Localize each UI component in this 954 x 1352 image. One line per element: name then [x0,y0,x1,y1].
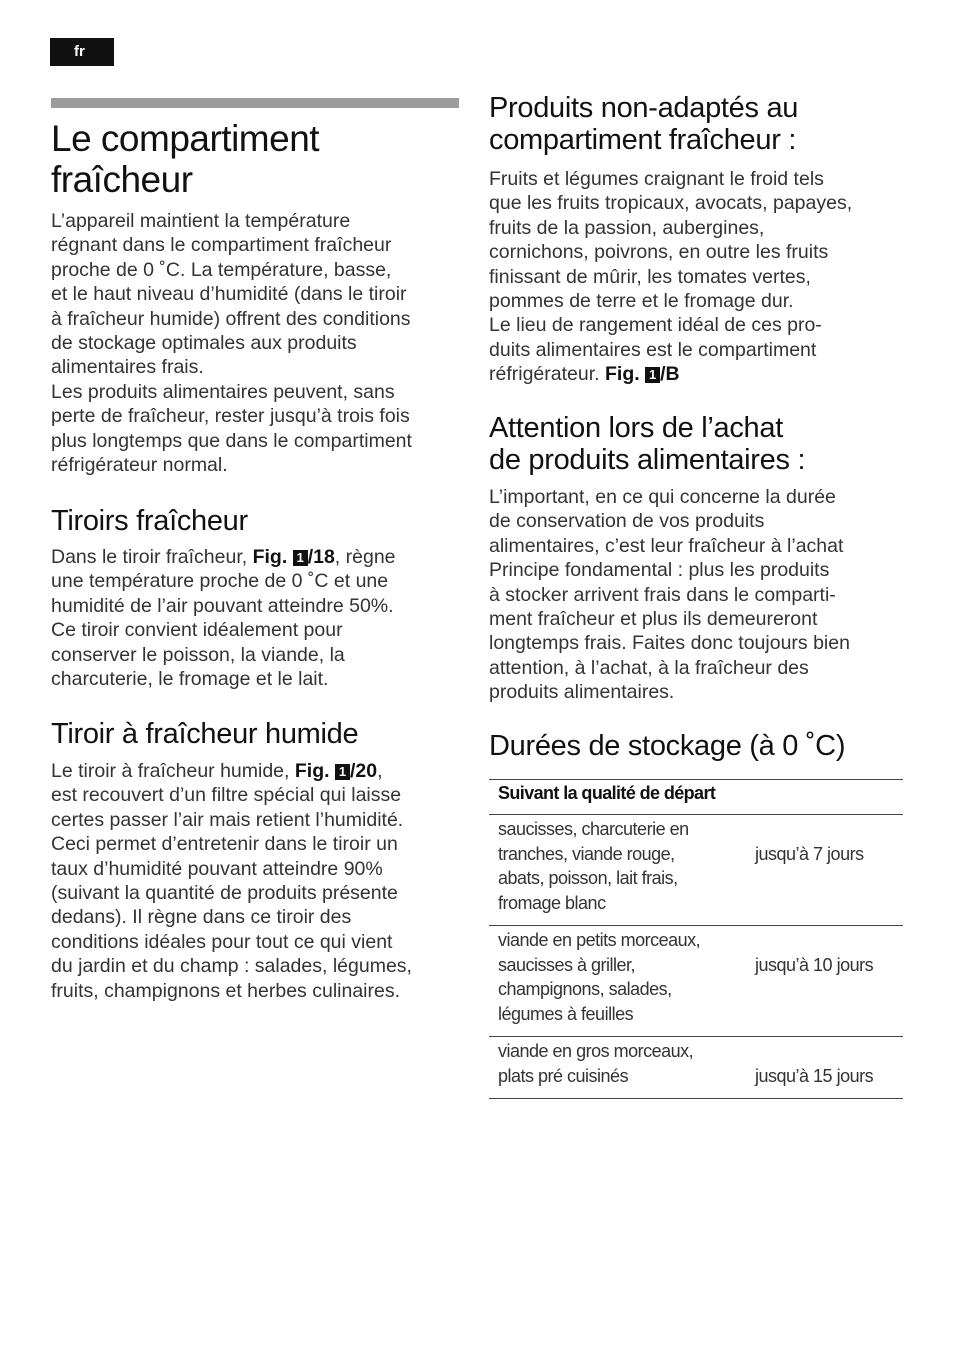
fig-ref: /18 [307,546,335,568]
text-line: réfrigérateur normal. [51,454,228,477]
text-line: plus longtemps que dans le compartiment [51,429,412,452]
section-rule-bar [51,98,459,108]
text-line: perte de fraîcheur, rester jusqu’à trois fois [51,405,410,428]
text-line: conditions idéales pour tout ce qui vient [51,930,393,953]
heading-produits-non-adaptes [489,92,798,156]
cell-line: viande en gros morceaux, [498,1041,694,1061]
text-line: Fruits et légumes craignant le froid tels [489,168,824,190]
text-line: est recouvert d’un filtre spécial qui laisse [51,784,402,807]
text-line: humidité de l’air pouvant atteindre 50%. [51,594,394,617]
text-line: proche de 0 ˚C. La température, basse, [51,258,392,281]
fig-ref: /B [660,363,680,386]
text-line: de stockage optimales aux produits [51,332,357,355]
cell-line: plats pré cuisinés [498,1065,629,1086]
heading-attention-achat [489,412,805,476]
text-line: du jardin et du champ : salades, légumes, [51,955,412,978]
page-title [51,118,319,200]
text-line: ment fraîcheur et plus ils demeureront [489,608,818,631]
cell-line: champignons, salades, [498,979,672,999]
text-line: duits alimentaires est le compartiment [489,338,817,361]
heading-durees-stockage: Durées de stockage (à 0 ˚C) [489,730,846,762]
fig-ref: /20 [349,760,378,782]
fig-label: Fig. [604,363,640,386]
text-line: charcuterie, le fromage et le lait. [51,668,329,691]
text-line: que les fruits tropicaux, avocats, papayes, [489,192,853,215]
cell-line: viande en petits morceaux, [498,930,701,950]
heading-line: de produits alimentaires : [489,444,806,476]
text-line [489,362,909,386]
figure-number-box: 1 [293,550,308,566]
attention-achat-paragraph [489,485,909,705]
table-row [489,815,903,926]
heading-tiroir-humide: Tiroir à fraîcheur humide [51,718,359,750]
table-cell-duration: jusqu’à 10 jours [755,955,874,975]
text-line: finissant de mûrir, les tomates vertes, [489,265,811,288]
text-line: cornichons, poivrons, en outre les fruits [489,241,829,264]
text-line: et le haut niveau d’humidité (dans le tiroir [51,283,407,306]
tiroirs-fraicheur-paragraph [51,545,471,691]
text-line: taux d’humidité pouvant atteindre 90% [51,857,383,880]
text-line: fruits de la passion, aubergines, [489,216,765,239]
table-cell-food [498,817,738,915]
intro-paragraph [51,209,471,477]
table-cell-food [498,928,738,1026]
text-line: L’appareil maintient la température [51,210,351,232]
text-line: Ceci permet d’entretenir dans le tiroir un [51,833,398,856]
fig-label: Fig. [252,546,288,568]
text-line: (suivant la quantité de produits présente [51,882,398,905]
cell-line: saucisses, charcuterie en [498,819,689,839]
text-fragment: réfrigérateur. [489,363,605,386]
heading-line: Produits non-adaptés au [489,92,799,124]
text-line: alimentaires, c’est leur fraîcheur à l’achat [489,534,844,557]
cell-line: fromage blanc [498,892,606,913]
table-row [489,1037,903,1099]
fig-label: Fig. [294,760,330,782]
tiroir-humide-paragraph [51,759,471,1003]
text-line: à stocker arrivent frais dans le comparti- [489,583,836,606]
table-cell-duration: jusqu’à 7 jours [755,844,864,864]
text-fragment: , règne [334,546,396,568]
text-line: régnant dans le compartiment fraîcheur [51,234,392,257]
cell-line: abats, poisson, lait frais, [498,868,678,888]
text-line: pommes de terre et le fromage dur. [489,290,794,313]
table-row [489,926,903,1037]
text-line: à fraîcheur humide) offrent des conditions [51,307,411,330]
text-line: longtemps frais. Faites donc toujours bien [489,632,850,655]
cell-line: légumes à feuilles [498,1003,634,1024]
cell-line: tranches, viande rouge, [498,843,675,864]
heading-line: compartiment fraîcheur : [489,124,797,156]
table-header: Suivant la qualité de départ [489,779,903,815]
figure-number-box: 1 [645,367,660,383]
language-tab: fr [50,38,114,66]
table-cell-food [498,1039,738,1088]
text-line: Ce tiroir convient idéalement pour [51,619,343,642]
table-cell-duration: jusqu’à 15 jours [755,1066,874,1086]
cell-line: saucisses à griller, [498,954,636,975]
text-fragment: Le tiroir à fraîcheur humide, [51,760,295,782]
text-line: certes passer l’air mais retient l’humidité. [51,808,404,831]
text-line [51,759,471,783]
text-line: fruits, champignons et herbes culinaires. [51,979,401,1002]
heading-tiroirs-fraicheur: Tiroirs fraîcheur [51,505,248,537]
page-title-line: fraîcheur [51,159,193,200]
produits-non-adaptes-paragraph [489,167,909,387]
text-line: alimentaires frais. [51,356,204,379]
text-line: une température proche de 0 ˚C et une [51,570,389,593]
text-fragment: , [377,760,383,782]
page-title-line: Le compartiment [51,118,320,159]
text-line: dedans). Il règne dans ce tiroir des [51,906,352,929]
text-line: conserver le poisson, la viande, la [51,643,345,666]
figure-number-box: 1 [335,764,350,780]
text-line: Principe fondamental : plus les produits [489,559,830,582]
text-fragment: Dans le tiroir fraîcheur, [51,546,253,568]
text-line: Le lieu de rangement idéal de ces pro- [489,314,822,337]
text-line: produits alimentaires. [489,681,675,704]
text-line: L’important, en ce qui concerne la durée [489,486,836,508]
heading-line: Attention lors de l’achat [489,412,783,444]
text-line: Les produits alimentaires peuvent, sans [51,380,395,403]
text-line: attention, à l’achat, à la fraîcheur des [489,656,809,679]
text-line: de conservation de vos produits [489,510,765,533]
storage-table [489,779,903,1099]
text-line [51,545,471,569]
